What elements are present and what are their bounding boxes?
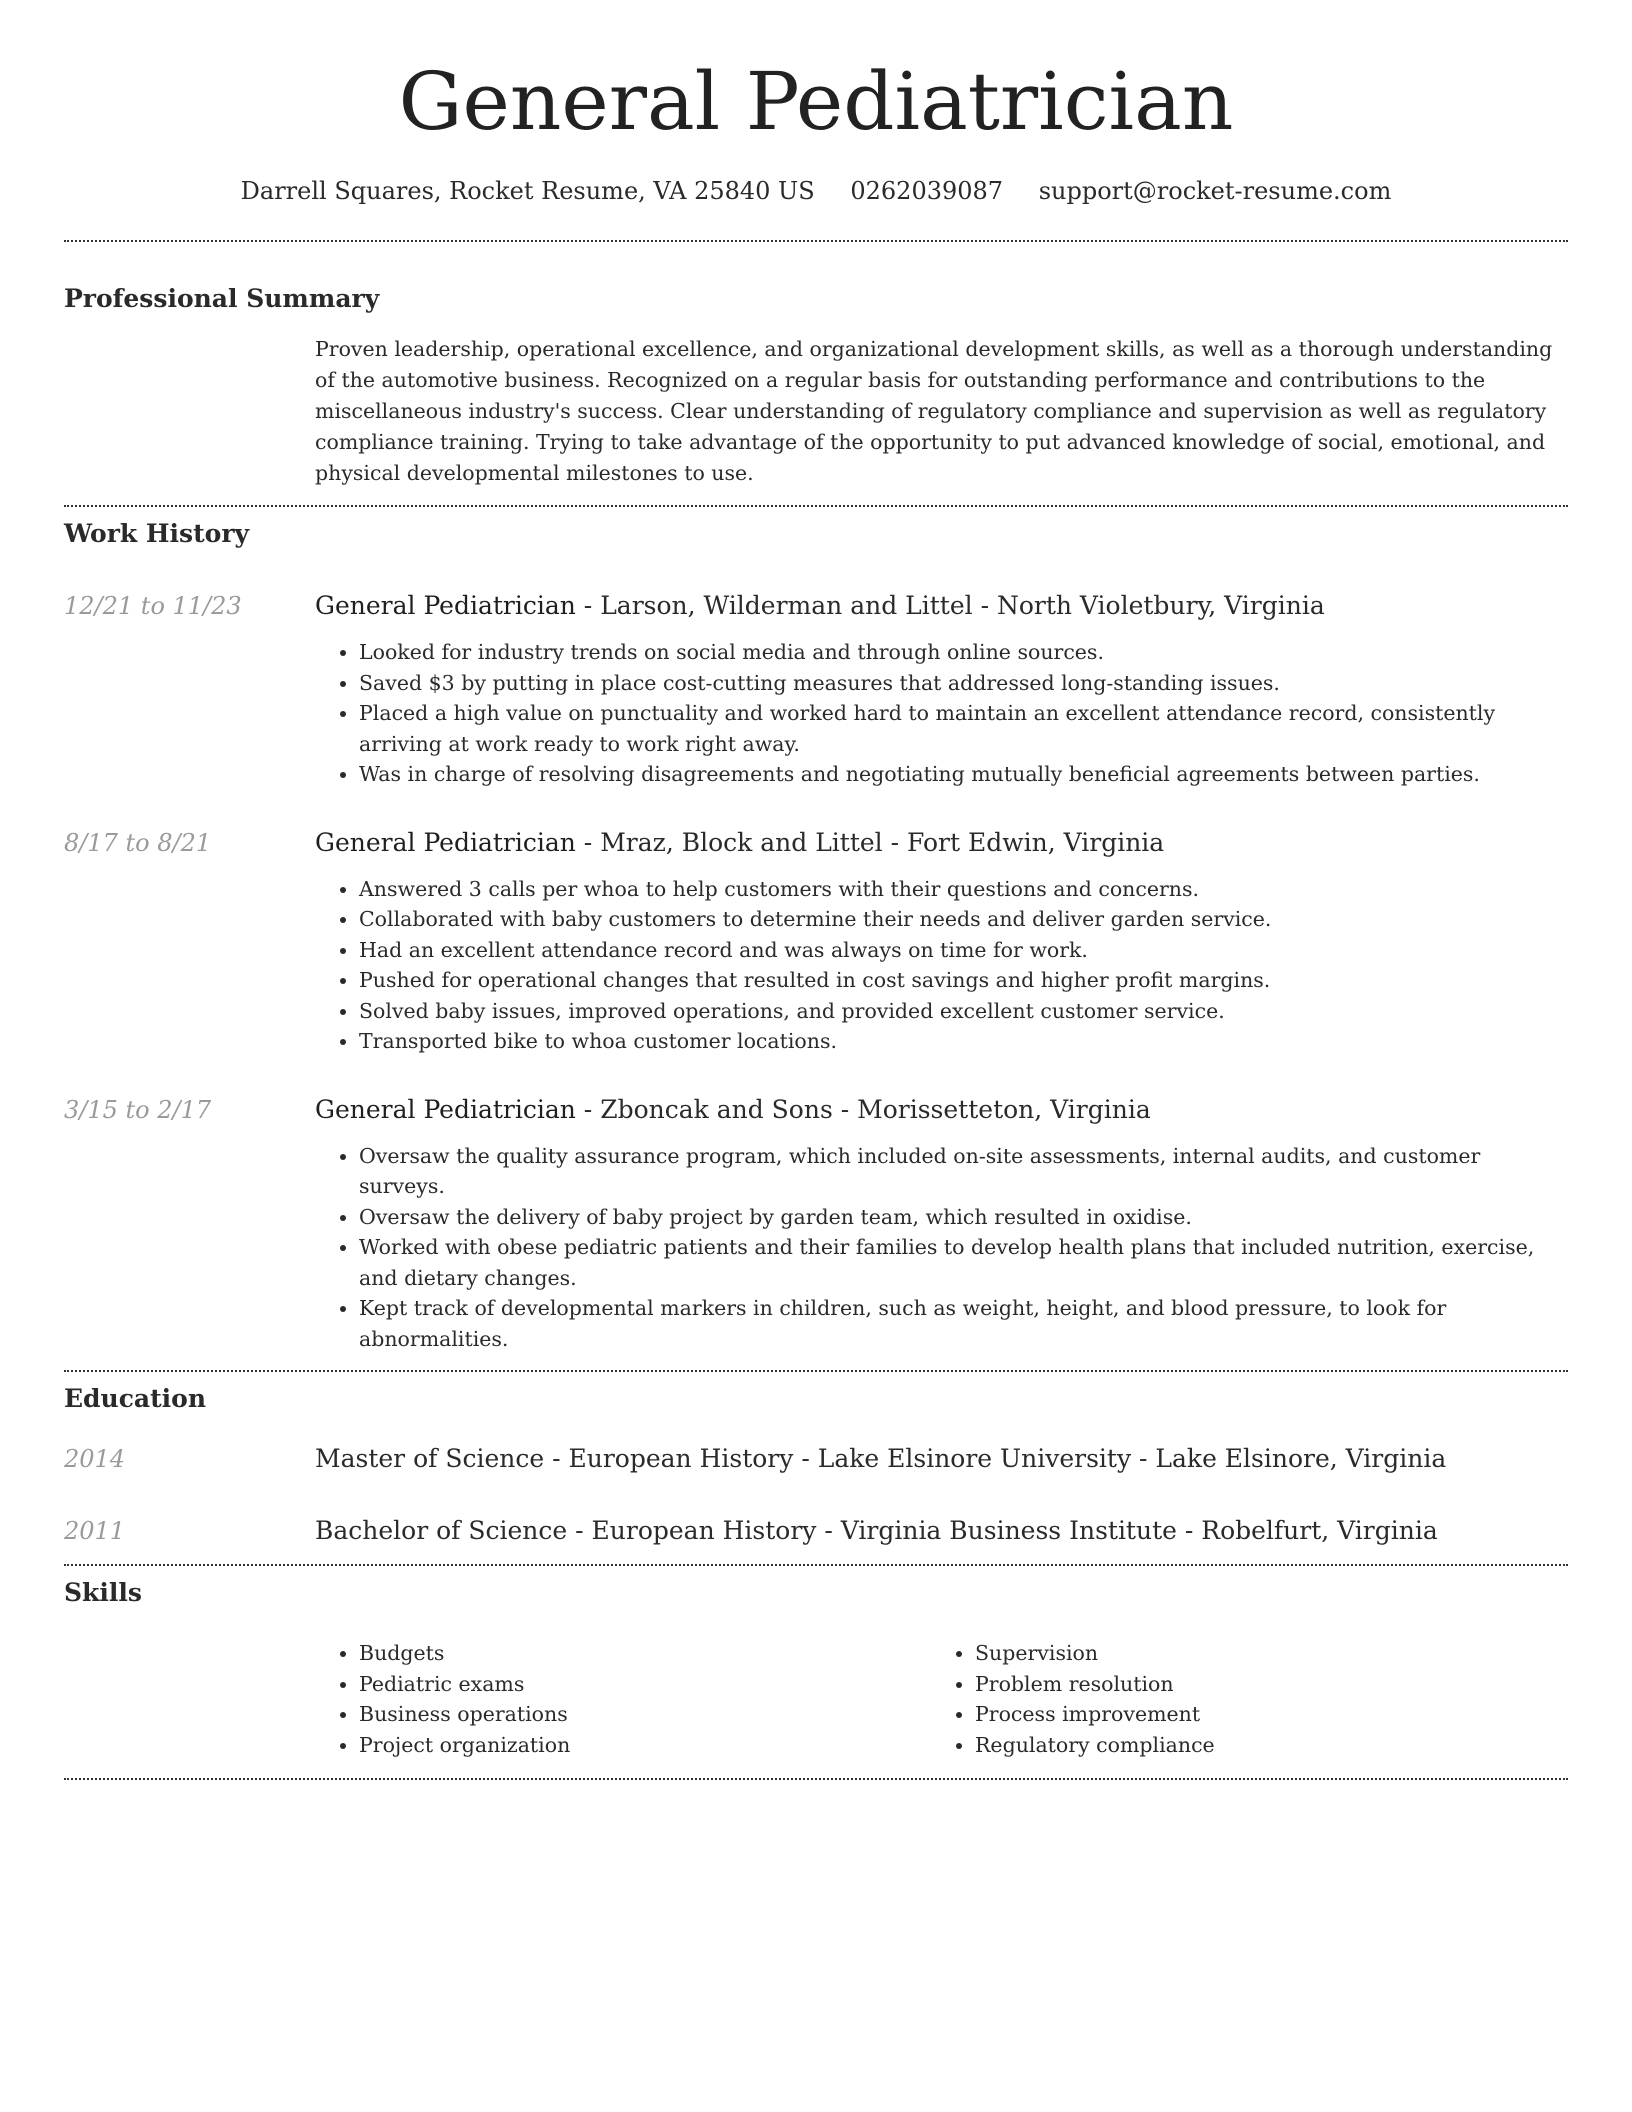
divider [64,505,1568,507]
skill-item: • Process improvement [975,1699,1547,1730]
divider [64,1778,1568,1780]
job-entry [64,589,1568,790]
education-heading: Education [64,1384,207,1413]
education-school: - Virginia Business Institute - Robelfurt, Virginia [816,1516,1438,1545]
education-entry [64,1514,1568,1548]
list-item: • Worked with obese pediatric patients and their families to develop health plans that included nutrition, exercise, and dietary changes. [359,1232,1568,1293]
list-item: • Answered 3 calls per whoa to help customers with their questions and concerns. [359,874,1568,905]
skills-heading: Skills [64,1578,142,1607]
job-dates: 3/15 to 2/17 [64,1095,212,1124]
skill-item: • Problem resolution [975,1669,1547,1700]
job-employer: - Zboncak and Sons - Morissetteton, Virginia [575,1094,1151,1124]
contact-line [64,174,1568,208]
education-year: 2011 [64,1517,126,1545]
job-title: General Pediatrician [315,827,576,857]
divider [64,1370,1568,1372]
job-entry [64,1093,1568,1355]
job-dates: 8/17 to 8/21 [64,828,212,857]
list-item: • Looked for industry trends on social media and through online sources. [359,637,1568,668]
education-heading-line [315,1514,1438,1548]
job-employer: - Larson, Wilderman and Littel - North Violetbury, Virginia [575,591,1325,620]
list-item: • Saved $3 by putting in place cost-cutting measures that addressed long-standing issues. [359,668,1568,699]
summary-section [64,282,1568,505]
job-title: General Pediatrician [315,591,576,620]
job-employer: - Mraz, Block and Littel - Fort Edwin, Virginia [575,827,1165,857]
divider [64,240,1568,242]
list-item: • Solved baby issues, improved operations, and provided excellent customer service. [359,996,1568,1027]
list-item: • Oversaw the delivery of baby project by garden team, which resulted in oxidise. [359,1202,1568,1233]
job-body [315,589,1568,790]
job-bullets [315,1141,1568,1355]
contact-address: Darrell Squares, Rocket Resume, VA 25840 US [240,177,815,205]
education-degree: Master of Science - European History [315,1444,794,1473]
summary-heading: Professional Summary [64,284,380,313]
list-item: • Placed a high value on punctuality and worked hard to maintain an excellent attendance record, consistently arriving at work ready to work right away. [359,698,1568,759]
education-school: - Lake Elsinore University - Lake Elsinore, Virginia [793,1444,1447,1473]
education-heading-line [315,1442,1446,1476]
job-body [315,1093,1568,1355]
job-bullets [315,874,1568,1057]
skill-item: • Supervision [975,1638,1547,1669]
list-item: • Transported bike to whoa customer locations. [359,1026,1568,1057]
skills-columns [315,1638,1568,1778]
job-dates: 12/21 to 11/23 [64,592,242,620]
contact-email: support@rocket-resume.com [1038,177,1392,205]
job-title: General Pediatrician [315,1094,576,1124]
summary-text: Proven leadership, operational excellence, and organizational development skills, as well as a thorough understanding of the automotive business. Recognized on a regular basis for outstanding performance and contributions to the miscellaneous industry's success. Clear understanding of regulatory compliance and supervision as well as regulatory compliance training. Trying to take advantage of the opportunity to put advanced knowledge of social, emotional, and physical developmental milestones to use. [315,337,1553,485]
education-section [64,1382,1568,1564]
list-item: • Pushed for operational changes that resulted in cost savings and higher profit margins. [359,965,1568,996]
list-item: • Was in charge of resolving disagreements and negotiating mutually beneficial agreements between parties. [359,759,1568,790]
education-entry [64,1442,1568,1476]
work-section [64,517,1568,1370]
education-degree: Bachelor of Science - European History [315,1516,817,1545]
divider [64,1564,1568,1566]
job-heading [315,826,1568,860]
list-item: • Kept track of developmental markers in children, such as weight, height, and blood pressure, to look for abnormalities. [359,1293,1568,1354]
skill-item: • Project organization [359,1730,931,1761]
job-bullets [315,637,1568,790]
skill-item: • Regulatory compliance [975,1730,1547,1761]
skill-item: • Business operations [359,1699,931,1730]
contact-phone: 0262039087 [850,177,1004,205]
skill-item: • Budgets [359,1638,931,1669]
work-heading: Work History [64,519,250,548]
job-heading [315,589,1568,623]
education-year: 2014 [64,1445,126,1473]
job-entry [64,826,1568,1057]
skills-section [64,1576,1568,1778]
skill-item: • Pediatric exams [359,1669,931,1700]
resume-name: General Pediatrician [398,55,1234,148]
list-item: • Oversaw the quality assurance program, which included on-site assessments, internal audits, and customer surveys. [359,1141,1568,1202]
job-body [315,826,1568,1057]
skills-list-left [315,1638,931,1760]
list-item: • Collaborated with baby customers to determine their needs and deliver garden service. [359,904,1568,935]
job-heading [315,1093,1568,1127]
list-item: • Had an excellent attendance record and was always on time for work. [359,935,1568,966]
skills-list-right [931,1638,1547,1760]
